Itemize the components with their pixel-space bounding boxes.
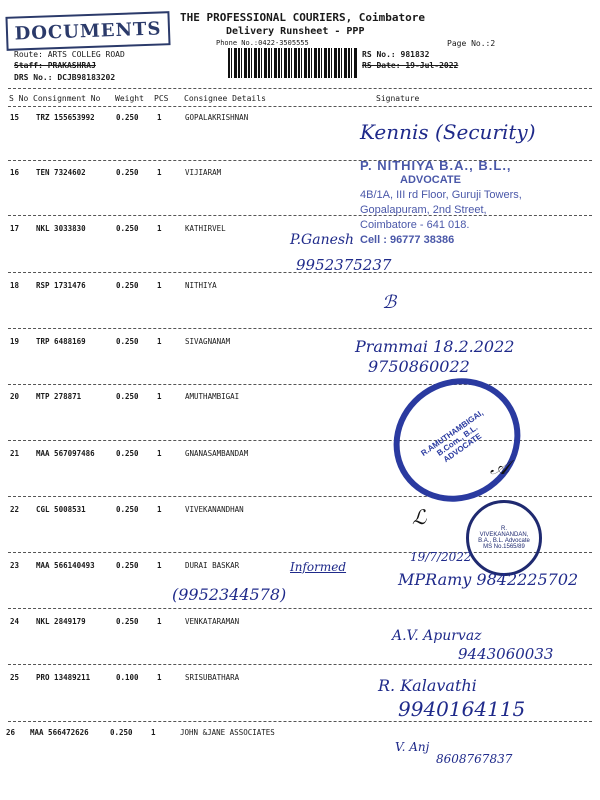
col-sno: S No [9,94,29,103]
row-pcs: 1 [151,728,156,737]
advocate-seal-vivekanandan [466,500,542,576]
rs-date: RS Date: 19-Jul-2022 [362,61,459,70]
handwriting-row15: Kennis (Security) [360,120,536,144]
handwriting-row24-phone: 9443060033 [458,645,554,663]
row-pcs: 1 [157,449,162,458]
row-consignment: MAA 566472626 [30,728,89,737]
row-consignment: PRO 13489211 [36,673,91,682]
row-consignment: TRP 6488169 [36,337,86,346]
row-weight: 0.250 [116,168,139,177]
handwriting-row25-phone: 9940164115 [398,697,526,721]
handwriting-row19-name: Prammai 18.2.2022 [355,337,515,356]
row-pcs: 1 [157,673,162,682]
row-consignment: RSP 1731476 [36,281,86,290]
row-consignee: DURAI BASKAR [185,561,240,570]
row-consignee: VENKATARAMAN [185,617,240,626]
row-separator [8,384,592,385]
handwriting-row23-note: Informed [290,560,347,574]
table-row [0,673,600,685]
column-separator [8,106,592,107]
col-signature: Signature [376,94,420,103]
advocate-title: ADVOCATE [400,174,461,186]
row-separator [8,496,592,497]
row-consignee: AMUTHAMBIGAI [185,392,240,401]
handwriting-row25-name: R. Kalavathi [378,676,477,695]
route: Route: ARTS COLLEG ROAD [14,50,125,59]
handwriting-row26-name: V. Anj [395,740,430,754]
row-consignment: MTP 278871 [36,392,82,401]
row-sno: 24 [10,617,20,626]
documents-stamp: DOCUMENTS [5,11,170,51]
handwriting-row23-date: 19/7/2022 [410,550,472,564]
handwriting-row23-phone: (9952344578) [172,585,287,604]
company-name: THE PROFESSIONAL COURIERS, Coimbatore [180,11,426,24]
advocate-cell: Cell : 96777 38386 [360,234,455,246]
handwriting-row24-name: A.V. Apurvaz [392,628,482,644]
row-pcs: 1 [157,617,162,626]
handwriting-row17-phone: 9952375237 [296,256,392,274]
row-consignment: TEN 7324602 [36,168,86,177]
handwriting-row23-signature: MPRamy 9842225702 [398,570,579,589]
row-sno: 16 [10,168,20,177]
col-pcs: PCS [154,94,169,103]
row-pcs: 1 [157,392,162,401]
row-sno: 18 [10,281,20,290]
row-consignee: VIVEKANANDHAN [185,505,244,514]
handwriting-row19-phone: 9750860022 [368,357,470,376]
col-consignee: Consignee Details [184,94,266,103]
row-sno: 26 [6,728,16,737]
row-sno: 25 [10,673,20,682]
row-separator [8,664,592,665]
row-separator [8,721,592,722]
row-weight: 0.250 [116,224,139,233]
table-row [0,617,600,629]
col-consignment: Consignment No [33,94,101,103]
row-weight: 0.250 [116,281,139,290]
page-number: Page No.:2 [447,39,496,48]
row-separator [8,328,592,329]
initial-mark-row22: ℒ [412,505,427,529]
row-consignment: TRZ 155653992 [36,113,95,122]
advocate-name: P. NITHIYA B.A., B.L., [360,158,512,173]
row-sno: 21 [10,449,20,458]
advocate-round-seal [369,354,544,527]
row-consignment: CGL 5008531 [36,505,86,514]
row-weight: 0.250 [116,337,139,346]
advocate-address-1: 4B/1A, III rd Floor, Guruji Towers, [360,189,522,201]
initial-mark-row21: 𝒜 [490,455,509,479]
row-sno: 15 [10,113,20,122]
advocate-address-2: Gopalapuram, 2nd Street, [360,204,487,216]
row-consignment: MAA 567097486 [36,449,95,458]
phone-number: Phone No.:0422-3505555 [216,39,309,47]
row-consignee: KATHIRVEL [185,224,226,233]
row-consignee: SIVAGNANAM [185,337,231,346]
staff: Staff: PRAKASHRAJ [14,61,96,70]
row-weight: 0.250 [110,728,133,737]
row-consignment: MAA 566140493 [36,561,95,570]
row-consignee: GOPALAKRISHNAN [185,113,249,122]
drs-number: DRS No.: DCJB98183202 [14,73,116,82]
handwriting-row26-phone: 8608767837 [436,752,513,766]
row-sno: 17 [10,224,20,233]
row-consignment: NKL 2849179 [36,617,86,626]
row-pcs: 1 [157,168,162,177]
row-separator [8,608,592,609]
row-pcs: 1 [157,561,162,570]
row-pcs: 1 [157,224,162,233]
row-sno: 19 [10,337,20,346]
row-consignee: JOHN &JANE ASSOCIATES [180,728,275,737]
header-separator [8,88,592,89]
row-sno: 22 [10,505,20,514]
initial-mark-row18: ℬ [382,292,397,313]
row-weight: 0.250 [116,449,139,458]
row-consignee: SRISUBATHARA [185,673,240,682]
runsheet-title: Delivery Runsheet - PPP [226,26,365,37]
seal2-text: R. VIVEKANANDAN, B.A., B.L. Advocate MS No.1565/89 [478,526,530,550]
row-consignee: GNANASAMBANDAM [185,449,249,458]
row-consignment: NKL 3033830 [36,224,86,233]
row-weight: 0.250 [116,505,139,514]
row-consignee: NITHIYA [185,281,217,290]
rs-number: RS No.: 981832 [362,50,430,59]
row-consignee: VIJIARAM [185,168,222,177]
barcode [228,48,358,78]
row-pcs: 1 [157,337,162,346]
row-weight: 0.100 [116,673,139,682]
handwriting-row17-name: P.Ganesh [290,232,355,248]
row-pcs: 1 [157,281,162,290]
row-weight: 0.250 [116,392,139,401]
col-weight: Weight [115,94,144,103]
row-weight: 0.250 [116,113,139,122]
row-pcs: 1 [157,505,162,514]
table-row [0,728,600,740]
row-sno: 20 [10,392,20,401]
advocate-address-3: Coimbatore - 641 018. [360,219,470,231]
row-weight: 0.250 [116,617,139,626]
round-seal-text: R.AMUTHAMBIGAI, B.Com., B.L. ADVOCATE [419,407,485,464]
row-weight: 0.250 [116,561,139,570]
row-pcs: 1 [157,113,162,122]
row-sno: 23 [10,561,20,570]
